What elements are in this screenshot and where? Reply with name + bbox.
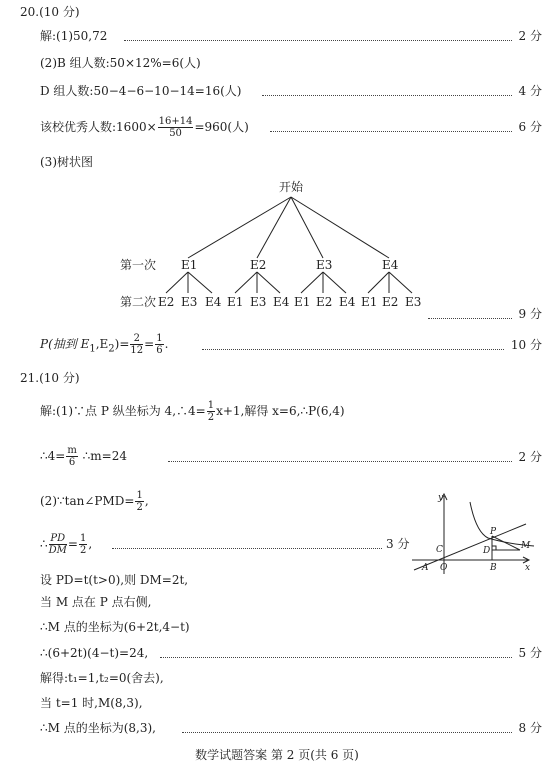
tree-node-l2: E1 <box>227 295 244 309</box>
fraction <box>207 400 215 423</box>
tree-node-l2: E3 <box>250 295 267 309</box>
text-segment: )= <box>114 337 130 351</box>
q20-line3: D 组人数:50−4−6−10−14=16(人) <box>40 84 242 98</box>
q21-header: 21.(10 分) <box>20 371 80 385</box>
tree-node-l2: E1 <box>361 295 378 309</box>
tree-node-l2: E4 <box>273 295 290 309</box>
text-segment: = <box>67 537 78 551</box>
denominator: 6 <box>156 345 163 356</box>
q21-line4 <box>40 533 92 556</box>
text-segment: P(抽到 E <box>40 337 90 351</box>
q20-line2: (2)B 组人数:50×12%=6(人) <box>40 56 201 70</box>
text-segment: , <box>144 494 149 508</box>
text-segment: ∴m=24 <box>78 449 127 463</box>
page-footer: 数学试题答案 第 2 页(共 6 页) <box>195 748 359 762</box>
tree-row2-label: 第二次 <box>120 295 157 309</box>
leader <box>168 461 512 462</box>
text-segment: ∴4= <box>40 449 66 463</box>
denominator: 12 <box>130 345 144 356</box>
score: 10 分 <box>510 338 542 352</box>
numerator: 1 <box>207 400 215 411</box>
label-b: B <box>490 563 497 573</box>
q21-line5: 设 PD=t(t>0),则 DM=2t, <box>40 573 189 587</box>
q21-line2 <box>40 445 127 468</box>
fraction <box>155 333 163 356</box>
tree-node-l2: E2 <box>158 295 175 309</box>
q20-line1: 解:(1)50,72 <box>40 29 108 43</box>
leader <box>160 657 512 658</box>
subscript: 2 <box>108 343 115 355</box>
fraction <box>49 533 67 556</box>
line-through-p <box>414 524 526 570</box>
right-angle-mark <box>492 546 496 550</box>
fraction <box>130 333 143 356</box>
coordinate-figure <box>408 490 538 576</box>
score: 6 分 <box>518 120 542 134</box>
text-segment: ∴ <box>40 537 48 551</box>
label-x: x <box>525 563 531 573</box>
q21-line1 <box>40 400 345 423</box>
text-segment: 解:(1)∵点 P 纵坐标为 4,∴4= <box>40 404 206 418</box>
tree-row1-label: 第一次 <box>120 258 157 272</box>
label-p: P <box>490 527 497 537</box>
hyperbola-curve <box>470 502 534 546</box>
fraction <box>79 533 87 556</box>
text-segment: =960(人) <box>194 120 249 134</box>
numerator: PD <box>50 533 66 544</box>
numerator: 16+14 <box>158 116 193 127</box>
tree-node-l2: E4 <box>339 295 356 309</box>
text-segment: (2)∵tan∠PMD= <box>40 494 135 508</box>
denominator: 2 <box>136 502 143 513</box>
fraction <box>66 445 77 468</box>
tree-node-l1: E2 <box>250 258 267 272</box>
text-segment: = <box>144 337 155 351</box>
q21-line11: ∴M 点的坐标为(8,3), <box>40 721 156 735</box>
q21-line8: ∴(6+2t)(4−t)=24, <box>40 646 149 660</box>
numerator: 2 <box>130 333 143 345</box>
q20-line5: (3)树状图 <box>40 155 93 169</box>
subscript: 1 <box>89 343 96 355</box>
tree-node-l2: E3 <box>181 295 198 309</box>
text-segment: . <box>164 337 169 351</box>
leader <box>182 732 512 733</box>
tree-node-l2: E3 <box>405 295 422 309</box>
q21-line10: 当 t=1 时,M(8,3), <box>40 696 143 710</box>
numerator: 1 <box>79 533 87 544</box>
tree-root: 开始 <box>279 180 304 194</box>
label-a: A <box>422 563 429 573</box>
q20-header: 20.(10 分) <box>20 5 80 19</box>
score: 9 分 <box>518 307 542 321</box>
score: 8 分 <box>518 721 542 735</box>
leader <box>112 548 382 549</box>
text-segment: x+1,解得 x=6,∴P(6,4) <box>216 404 345 418</box>
score: 3 分 <box>386 537 410 551</box>
label-y: y <box>438 493 444 503</box>
leader <box>428 318 512 319</box>
label-o: O <box>440 563 448 573</box>
denominator: 2 <box>79 545 87 556</box>
tree-node-l1: E1 <box>181 258 198 272</box>
label-m: M <box>521 541 531 551</box>
q21-line9: 解得:t₁=1,t₂=0(舍去), <box>40 671 164 685</box>
text-segment: ,E <box>95 337 109 351</box>
tree-node-l2: E4 <box>205 295 222 309</box>
text-segment: , <box>88 537 93 551</box>
tree-node-l2: E2 <box>316 295 333 309</box>
tree-node-l1: E3 <box>316 258 333 272</box>
denominator: 6 <box>68 457 76 468</box>
score: 2 分 <box>518 29 542 43</box>
q21-line7: ∴M 点的坐标为(6+2t,4−t) <box>40 620 190 634</box>
denominator: 2 <box>207 412 215 423</box>
tree-node-l1: E4 <box>382 258 399 272</box>
text-segment: 该校优秀人数:1600× <box>40 120 157 134</box>
tree-lines <box>166 197 412 293</box>
numerator: 1 <box>136 490 143 501</box>
denominator: DM <box>48 545 67 556</box>
label-c: C <box>436 545 443 555</box>
score: 5 分 <box>518 646 542 660</box>
q21-line3 <box>40 490 149 513</box>
fraction <box>135 490 143 513</box>
tree-node-l2: E1 <box>294 295 311 309</box>
denominator: 50 <box>169 128 182 139</box>
numerator: 1 <box>156 333 163 344</box>
score: 4 分 <box>518 84 542 98</box>
score: 2 分 <box>518 450 542 464</box>
numerator: m <box>67 445 77 456</box>
label-d: D <box>483 546 491 556</box>
q21-line6: 当 M 点在 P 点右侧, <box>40 595 152 609</box>
tree-node-l2: E2 <box>382 295 399 309</box>
leader <box>202 349 504 350</box>
q20-line6 <box>40 333 168 357</box>
